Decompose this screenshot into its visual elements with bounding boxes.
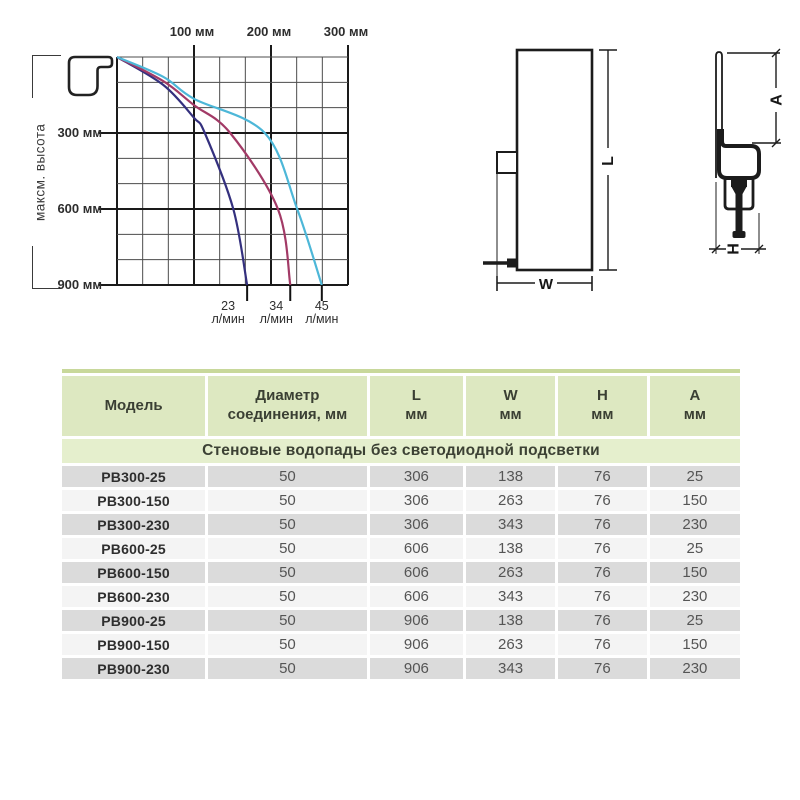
model-cell: PB900-150 — [62, 634, 205, 655]
value-cell: 263 — [466, 490, 555, 511]
value-cell: 906 — [370, 658, 463, 679]
value-cell: 138 — [466, 466, 555, 487]
table-header-row — [62, 376, 740, 436]
chart-and-drawings-svg — [0, 0, 800, 365]
table-row — [62, 658, 740, 679]
x-tick-label: 200 мм — [246, 24, 292, 39]
value-cell: 76 — [558, 634, 647, 655]
value-cell: 25 — [650, 466, 740, 487]
value-cell: 138 — [466, 538, 555, 559]
table-row — [62, 514, 740, 535]
flow-tick-label: 23 л/мин — [211, 299, 245, 327]
dim-label-L: L — [600, 156, 617, 166]
table-row — [62, 610, 740, 631]
value-cell: 230 — [650, 586, 740, 607]
y-tick-label: 300 мм — [57, 125, 102, 140]
spillway-profile-icon — [69, 57, 112, 95]
table-row — [62, 634, 740, 655]
flow-tick-label: 45 л/мин — [305, 299, 339, 327]
y-axis-label: максм. высота — [32, 123, 48, 221]
value-cell: 25 — [650, 538, 740, 559]
value-cell: 263 — [466, 562, 555, 583]
value-cell: 50 — [208, 514, 366, 535]
table-row — [62, 586, 740, 607]
value-cell: 343 — [466, 514, 555, 535]
y-tick-label: 600 мм — [57, 201, 102, 216]
model-cell: PB900-25 — [62, 610, 205, 631]
spec-table-section — [59, 369, 743, 682]
value-cell: 76 — [558, 610, 647, 631]
col-header-A: A мм — [650, 376, 740, 436]
value-cell: 343 — [466, 658, 555, 679]
value-cell: 50 — [208, 562, 366, 583]
spec-table — [59, 373, 743, 682]
model-cell: PB300-230 — [62, 514, 205, 535]
value-cell: 76 — [558, 514, 647, 535]
table-row — [62, 466, 740, 487]
x-tick-label: 300 мм — [323, 24, 369, 39]
model-cell: PB600-25 — [62, 538, 205, 559]
value-cell: 263 — [466, 634, 555, 655]
value-cell: 606 — [370, 562, 463, 583]
x-tick-label: 100 мм — [169, 24, 215, 39]
col-header-W: W мм — [466, 376, 555, 436]
value-cell: 76 — [558, 658, 647, 679]
table-section-title: Стеновые водопады без светодиодной подсветки — [62, 439, 740, 463]
model-cell: PB600-150 — [62, 562, 205, 583]
dim-label-W: W — [538, 276, 554, 293]
side-view-drawing — [709, 49, 786, 255]
model-cell: PB300-150 — [62, 490, 205, 511]
value-cell: 50 — [208, 658, 366, 679]
model-cell: PB900-230 — [62, 658, 205, 679]
value-cell: 76 — [558, 490, 647, 511]
value-cell: 306 — [370, 466, 463, 487]
value-cell: 76 — [558, 538, 647, 559]
value-cell: 150 — [650, 562, 740, 583]
value-cell: 230 — [650, 514, 740, 535]
value-cell: 50 — [208, 490, 366, 511]
value-cell: 76 — [558, 586, 647, 607]
value-cell: 606 — [370, 538, 463, 559]
table-row — [62, 538, 740, 559]
flow-endpoint-ticks — [247, 285, 322, 301]
value-cell: 138 — [466, 610, 555, 631]
value-cell: 150 — [650, 490, 740, 511]
table-section-row — [62, 439, 740, 463]
value-cell: 50 — [208, 586, 366, 607]
table-row — [62, 562, 740, 583]
col-header-L: L мм — [370, 376, 463, 436]
value-cell: 50 — [208, 610, 366, 631]
y-axis-bracket-top — [32, 55, 61, 98]
value-cell: 230 — [650, 658, 740, 679]
value-cell: 606 — [370, 586, 463, 607]
top-section — [0, 0, 800, 365]
y-tick-label: 900 мм — [57, 277, 102, 292]
value-cell: 25 — [650, 610, 740, 631]
dim-label-H: H — [725, 243, 743, 255]
value-cell: 50 — [208, 634, 366, 655]
value-cell: 906 — [370, 610, 463, 631]
model-cell: PB300-25 — [62, 466, 205, 487]
value-cell: 76 — [558, 562, 647, 583]
value-cell: 343 — [466, 586, 555, 607]
col-header-model: Модель — [62, 376, 205, 436]
flow-tick-label: 34 л/мин — [259, 299, 293, 327]
col-header-diameter: Диаметр соединения, мм — [208, 376, 366, 436]
front-view-drawing — [483, 50, 617, 293]
col-header-H: H мм — [558, 376, 647, 436]
table-row — [62, 490, 740, 511]
value-cell: 306 — [370, 514, 463, 535]
value-cell: 76 — [558, 466, 647, 487]
value-cell: 906 — [370, 634, 463, 655]
value-cell: 50 — [208, 466, 366, 487]
dim-label-A: A — [768, 94, 786, 106]
model-cell: PB600-230 — [62, 586, 205, 607]
value-cell: 150 — [650, 634, 740, 655]
value-cell: 50 — [208, 538, 366, 559]
value-cell: 306 — [370, 490, 463, 511]
